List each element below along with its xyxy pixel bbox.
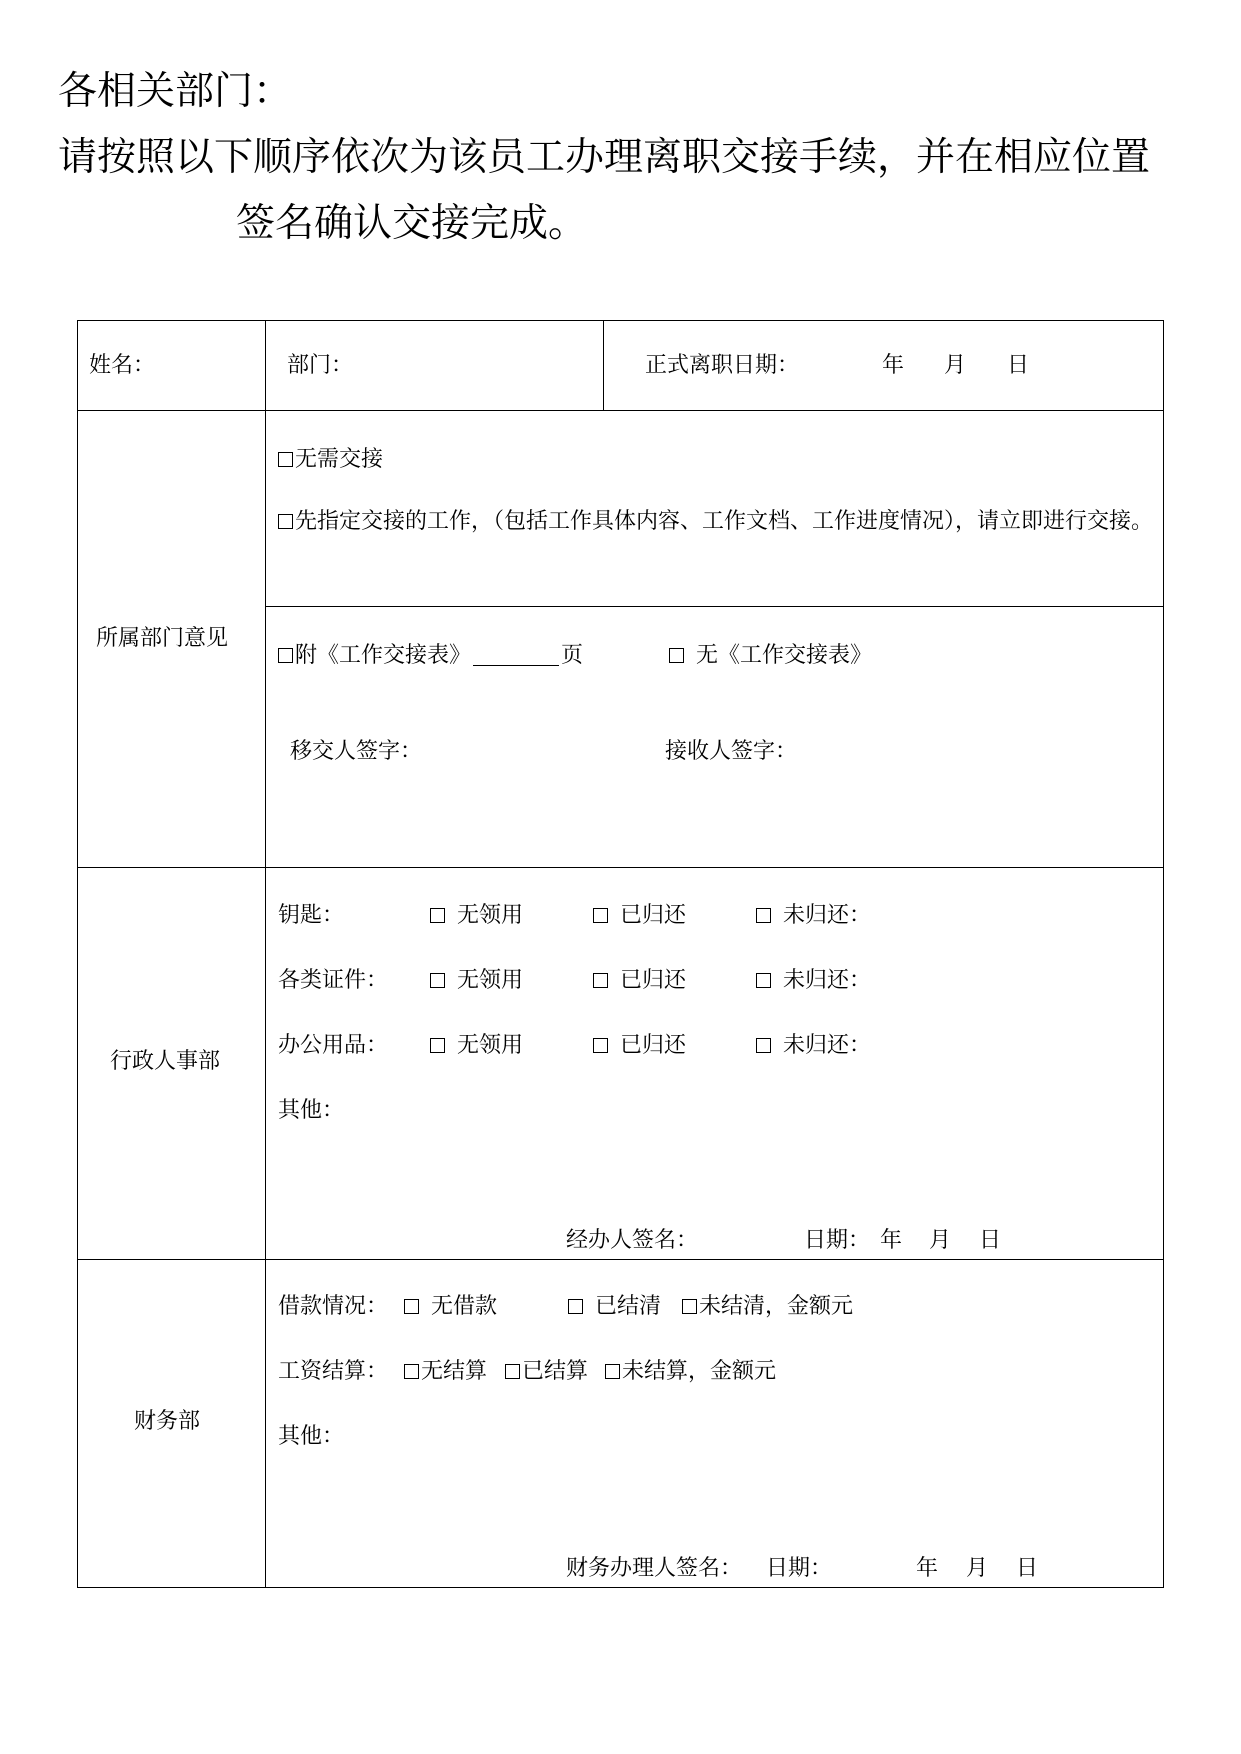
certificates-label: 各类证件： <box>278 968 389 993</box>
dept-inner-divider <box>265 606 1164 607</box>
no-handover-option[interactable]: 无需交接 <box>278 446 383 475</box>
day-label: 日 <box>979 1228 1002 1253</box>
instruction-line-continued: 签名确认交接完成。 <box>236 201 588 246</box>
loan-status-label: 借款情况： <box>278 1294 389 1319</box>
loan-unsettled-option[interactable]: 未结清，金额元 <box>682 1293 853 1322</box>
checkbox[interactable] <box>756 908 771 923</box>
finance-section-title: 财务部 <box>134 1409 201 1434</box>
no-loan-option[interactable]: 无借款 <box>404 1293 497 1322</box>
name-label: 姓名： <box>89 353 156 378</box>
checkbox[interactable] <box>404 1364 419 1379</box>
month-label: 月 <box>929 1228 952 1253</box>
checkbox[interactable] <box>756 1038 771 1053</box>
row-divider <box>77 1259 1164 1260</box>
keys-not-returned-option[interactable]: 未归还： <box>756 902 871 931</box>
checkbox[interactable] <box>278 514 293 529</box>
admin-handler-signature-label: 经办人签名： <box>566 1228 699 1253</box>
checkbox[interactable] <box>404 1299 419 1314</box>
no-settlement-option[interactable]: 无结算 <box>404 1358 487 1387</box>
keys-not-received-option[interactable]: 无领用 <box>430 902 523 931</box>
checkbox[interactable] <box>669 648 684 663</box>
admin-section-title: 行政人事部 <box>110 1049 221 1074</box>
finance-handler-signature-label: 财务办理人签名： <box>566 1556 743 1581</box>
checkbox[interactable] <box>278 648 293 663</box>
day-label: 日 <box>1016 1556 1039 1581</box>
supplies-not-returned-option[interactable]: 未归还： <box>756 1032 871 1061</box>
checkbox[interactable] <box>568 1299 583 1314</box>
attach-handover-sheet-option[interactable]: 附《工作交接表》 页 <box>278 642 583 671</box>
column-divider <box>265 320 266 1588</box>
checkbox[interactable] <box>505 1364 520 1379</box>
certificates-not-received-option[interactable]: 无领用 <box>430 967 523 996</box>
department-label: 部门： <box>287 353 354 378</box>
not-settled-option[interactable]: 未结算，金额元 <box>605 1358 776 1387</box>
checkbox[interactable] <box>593 973 608 988</box>
assign-work-option[interactable]: 先指定交接的工作，（包括工作具体内容、工作文档、工作进度情况），请立即进行交接。 <box>278 508 1158 537</box>
admin-date-label: 日期： <box>804 1228 871 1253</box>
settled-option[interactable]: 已结算 <box>505 1358 588 1387</box>
checkbox[interactable] <box>430 1038 445 1053</box>
month-label: 月 <box>966 1556 989 1581</box>
supplies-not-received-option[interactable]: 无领用 <box>430 1032 523 1061</box>
page-count-blank[interactable] <box>473 643 559 666</box>
keys-label: 钥匙： <box>278 903 345 928</box>
keys-returned-option[interactable]: 已归还 <box>593 902 686 931</box>
checkbox[interactable] <box>430 973 445 988</box>
day-label: 日 <box>1007 353 1030 378</box>
header-divider <box>603 320 604 410</box>
month-label: 月 <box>944 353 967 378</box>
year-label: 年 <box>882 353 905 378</box>
salary-settlement-label: 工资结算： <box>278 1359 389 1384</box>
admin-other-label: 其他： <box>278 1098 345 1123</box>
certificates-not-returned-option[interactable]: 未归还： <box>756 967 871 996</box>
checkbox[interactable] <box>593 1038 608 1053</box>
finance-date-label: 日期： <box>766 1556 833 1581</box>
finance-other-label: 其他： <box>278 1424 345 1449</box>
checkbox[interactable] <box>756 973 771 988</box>
no-handover-sheet-option[interactable]: 无《工作交接表》 <box>669 642 872 671</box>
instruction-line: 请按照以下顺序依次为该员工办理离职交接手续，并在相应位置 <box>58 135 1151 180</box>
checkbox[interactable] <box>682 1299 697 1314</box>
handover-signature-label: 移交人签字： <box>290 739 423 764</box>
checkbox[interactable] <box>605 1364 620 1379</box>
checkbox[interactable] <box>430 908 445 923</box>
checkbox[interactable] <box>278 452 293 467</box>
receiver-signature-label: 接收人签字： <box>665 739 798 764</box>
certificates-returned-option[interactable]: 已归还 <box>593 967 686 996</box>
office-supplies-label: 办公用品： <box>278 1033 389 1058</box>
row-divider <box>77 867 1164 868</box>
resignation-date-label: 正式离职日期： <box>645 353 800 378</box>
loan-settled-option[interactable]: 已结清 <box>568 1293 661 1322</box>
row-divider <box>77 410 1164 411</box>
year-label: 年 <box>916 1556 939 1581</box>
addressee-line: 各相关部门： <box>58 69 293 114</box>
dept-section-title: 所属部门意见 <box>96 626 229 651</box>
year-label: 年 <box>880 1228 903 1253</box>
supplies-returned-option[interactable]: 已归还 <box>593 1032 686 1061</box>
checkbox[interactable] <box>593 908 608 923</box>
